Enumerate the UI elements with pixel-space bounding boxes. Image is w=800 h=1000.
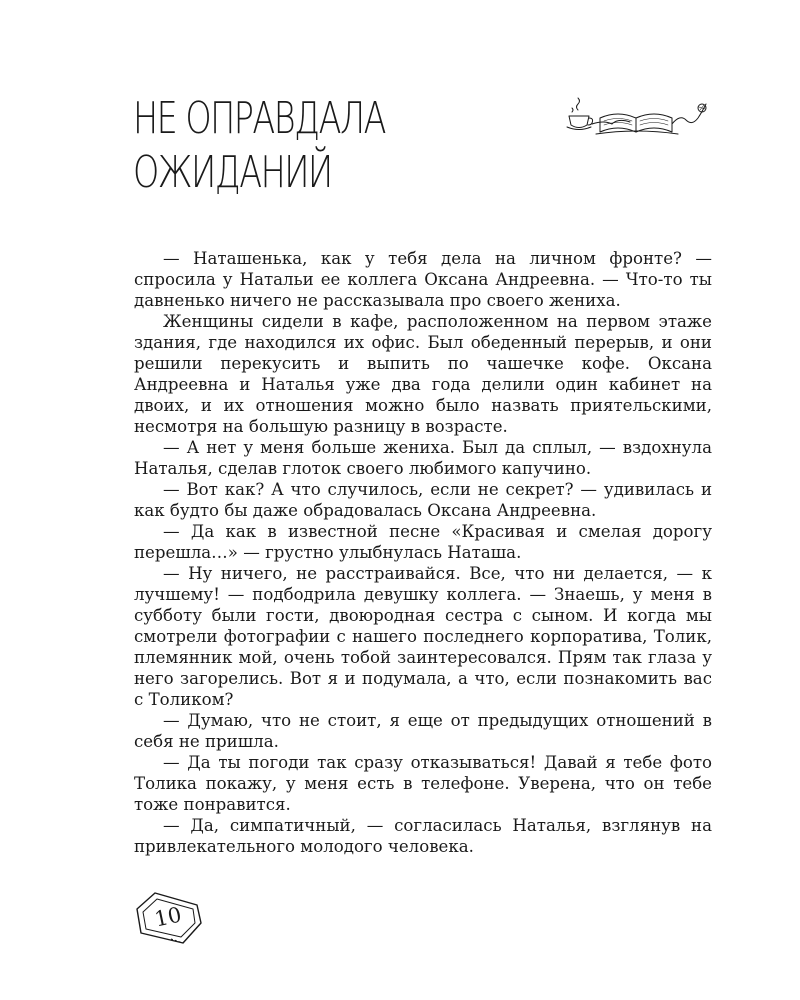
chapter-body — [134, 248, 712, 857]
paragraph: — Да, симпатичный, — согласилась Наталья, взглянув на привлекательного молодого человека. — [134, 816, 712, 856]
coffee-and-open-book-icon — [566, 94, 712, 144]
paragraph: — Ну ничего, не расстраивайся. Все, что ни делается, — к лучшему! — подбодрила девушку коллега. — Знаешь, у меня в субботу были гости, двоюродная сестра с сыном. И когда мы смотрели фотографии с нашего последнего корпоратива, Толик, племянник мой, очень тобой заинтересовался. Прям так глаза у него загорелись. Вот я и подумала, а что, если познакомить вас с Толиком? — [134, 564, 712, 709]
paragraph: — Думаю, что не стоит, я еще от предыдущих отношений в себя не пришла. — [134, 711, 712, 751]
paragraph: Женщины сидели в кафе, расположенном на первом этаже здания, где находился их офис. Был обеденный перерыв, и они решили перекусить и выпить по чашечке кофе. Оксана Андреевна и Наталья уже два года делили один кабинет на двоих, и их отношения можно было назвать приятельскими, несмотря на большую разницу в возрасте. — [134, 312, 712, 436]
paragraph: — А нет у меня больше жениха. Был да сплыл, — вздохнула Наталья, сделав глоток своего любимого капучино. — [134, 438, 712, 478]
chapter-title — [133, 92, 385, 200]
paragraph: — Наташенька, как у тебя дела на личном фронте? — спросила у Натальи ее коллега Оксана Андреевна. — Что-то ты давненько ничего не рассказывала про своего жениха. — [134, 249, 712, 310]
paragraph: — Да ты погоди так сразу отказываться! Давай я тебе фото Толика покажу, у меня есть в телефоне. Уверена, что он тебе тоже понравится. — [134, 753, 712, 814]
paragraph: — Да как в известной песне «Красивая и смелая дорогу перешла…» — грустно улыбнулась Наташа. — [134, 522, 712, 562]
paragraph: — Вот как? А что случилось, если не секрет? — удивилась и как будто бы даже обрадовалась Оксана Андреевна. — [134, 480, 712, 520]
page-number: 10 — [152, 902, 184, 932]
chapter-title-line-2: ОЖИДАНИЙ — [133, 147, 332, 198]
chapter-title-line-1: НЕ ОПРАВДАЛА — [133, 93, 385, 144]
